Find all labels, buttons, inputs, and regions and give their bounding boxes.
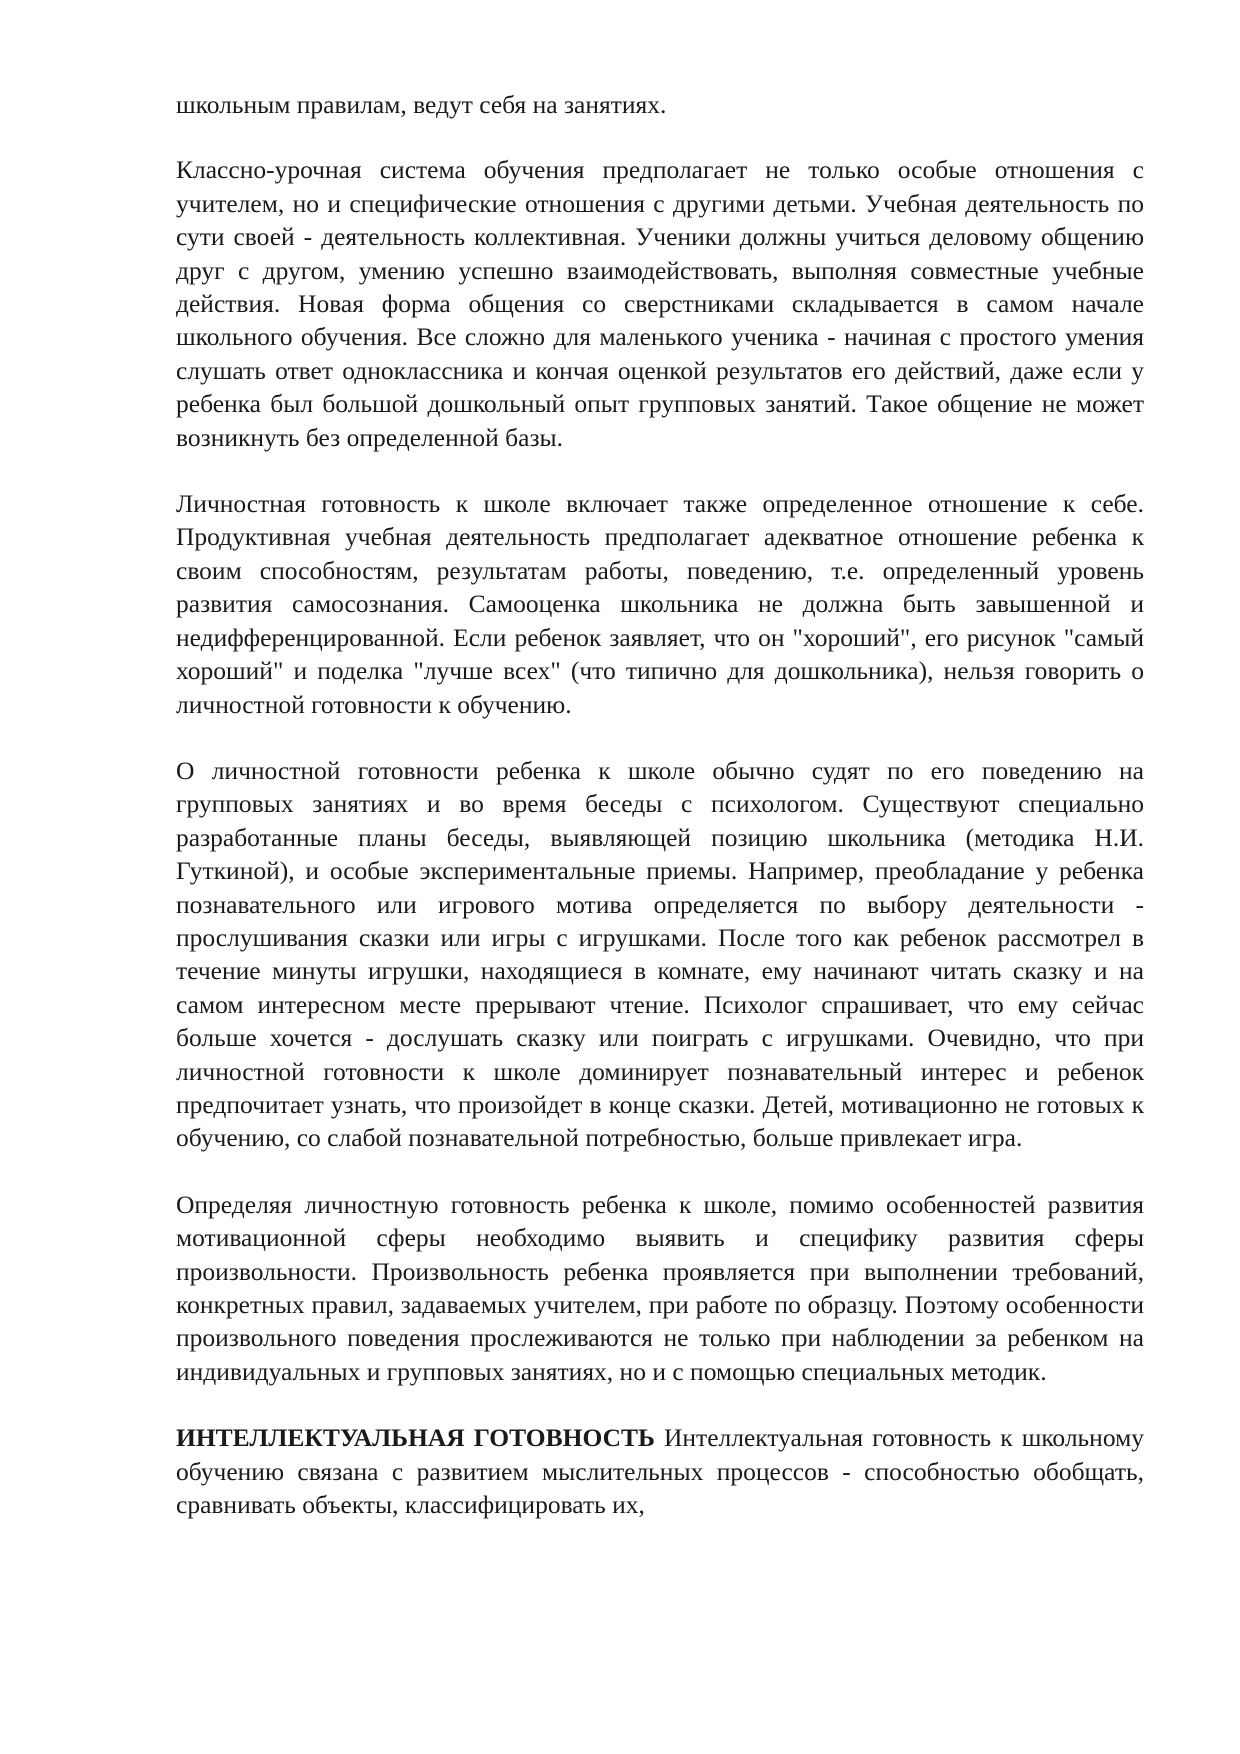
paragraph-1: школьным правилам, ведут себя на занятиях.	[176, 90, 667, 119]
paragraph-6	[176, 1421, 1144, 1521]
paragraph-6-text: Интеллектуальная готовность к школьному обучению связана с развитием мыслительных процессов - способностью обобщать, сравнивать объекты, классифицировать их,	[176, 1423, 1144, 1520]
text-column	[176, 88, 1144, 1554]
paragraph-5: Определяя личностную готовность ребенка к школе, помимо особенностей развития мотивационной сферы необходимо выявить и специфику развития сферы произвольности. Произвольность ребенка проявляется при выполнении требований, конкретных правил, задаваемых учителем, при работе по образцу. Поэтому особенности произвольного поведения прослеживаются не только при наблюдении за ребенком на индивидуальных и групповых занятиях, но и с помощью специальных методик.	[176, 1189, 1144, 1386]
section-heading-intellectual-readiness: ИНТЕЛЛЕКТУАЛЬНАЯ ГОТОВНОСТЬ	[176, 1423, 655, 1453]
paragraph-3: Личностная готовность к школе включает также определенное отношение к себе. Продуктивная учебная деятельность предполагает адекватное отношение ребенка к своим способностям, результатам работы, поведению, т.е. определенный уровень развития самосознания. Самооценка школьника не должна быть завышенной и недифференцированной. Если ребенок заявляет, что он "хороший", его рисунок "самый хороший" и поделка "лучше всех" (что типично для дошкольника), нельзя говорить о личностной готовности к обучению.	[176, 489, 1144, 719]
paragraph-4: О личностной готовности ребенка к школе обычно судят по его поведению на групповых занятиях и во время беседы с психологом. Существуют специально разработанные планы беседы, выявляющей позицию школьника (методика Н.И. Гуткиной), и особые экспериментальные приемы. Например, преобладание у ребенка познавательного или игрового мотива определяется по выбору деятельности - прослушивания сказки или игры с игрушками. После того как ребенок рассмотрел в течение минуты игрушки, находящиеся в комнате, ему начинают читать сказку и на самом интересном месте прерывают чтение. Психолог спрашивает, что ему сейчас больше хочется - дослушать сказку или поиграть с игрушками. Очевидно, что при личностной готовности к школе доминирует познавательный интерес и ребенок предпочитает узнать, что произойдет в конце сказки. Детей, мотивационно не готовых к обучению, со слабой познавательной потребностью, больше привлекает игра.	[176, 755, 1144, 1153]
paragraph-2: Классно-урочная система обучения предполагает не только особые отношения с учителем, но и специфические отношения с другими детьми. Учебная деятельность по сути своей - деятельность коллективная. Ученики должны учиться деловому общению друг с другом, умению успешно взаимодействовать, выполняя совместные учебные действия. Новая форма общения со сверстниками складывается в самом начале школьного обучения. Все сложно для маленького ученика - начиная с простого умения слушать ответ одноклассника и кончая оценкой результатов его действий, даже если у ребенка был большой дошкольный опыт групповых занятий. Такое общение не может возникнуть без определенной базы.	[176, 155, 1144, 452]
